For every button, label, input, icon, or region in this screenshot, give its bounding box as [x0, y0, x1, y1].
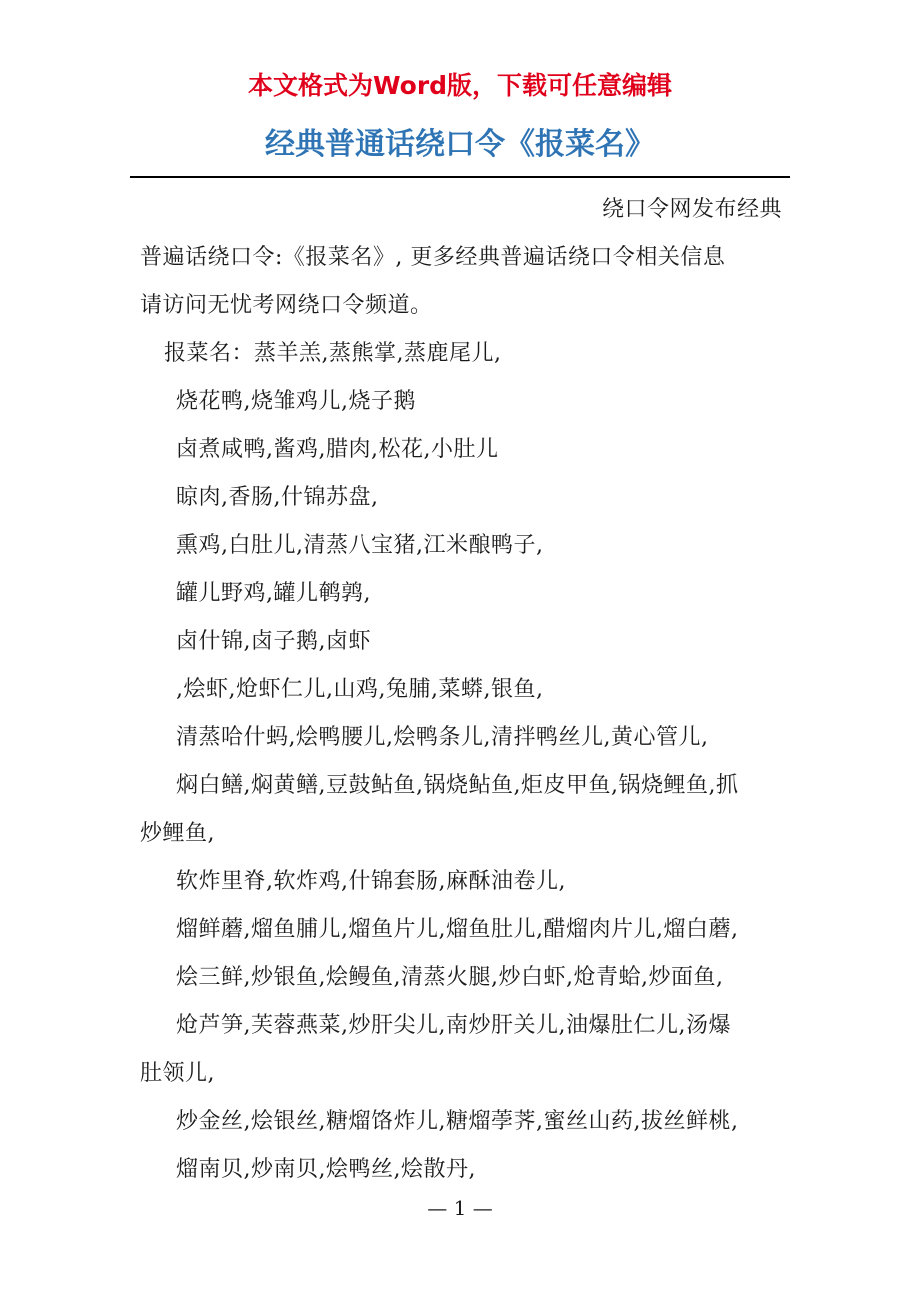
menu-line: 炒金丝,烩银丝,糖熘饹炸儿,糖熘荸荠,蜜丝山药,拔丝鲜桃, — [176, 1109, 739, 1134]
menu-line: 卤什锦,卤子鹅,卤虾 — [176, 629, 371, 654]
document-title: 经典普通话绕口令《报菜名》 — [265, 127, 655, 162]
menu-line: 焖白鳝,焖黄鳝,豆鼓鲇鱼,锅烧鲇鱼,炬皮甲鱼,锅烧鲤鱼,抓 — [176, 773, 739, 798]
menu-line: 熘南贝,炒南贝,烩鸭丝,烩散丹, — [176, 1157, 476, 1182]
menu-line: 晾肉,香肠,什锦苏盘, — [176, 485, 379, 510]
editable-notice-banner: 本文格式为Word版，下载可任意编辑 — [247, 71, 673, 100]
menu-line: 清蒸哈什蚂,烩鸭腰儿,烩鸭条儿,清拌鸭丝儿,黄心管儿, — [176, 725, 709, 750]
menu-line: 肚领儿, — [140, 1061, 215, 1086]
document-body — [140, 186, 782, 1194]
menu-line: ,烩虾,炝虾仁儿,山鸡,兔脯,菜蟒,银鱼, — [176, 677, 544, 702]
menu-line: 软炸里脊,软炸鸡,什锦套肠,麻酥油卷儿, — [176, 869, 566, 894]
title-divider — [130, 176, 790, 178]
intro-line: 普遍话绕口令:《报菜名》, 更多经典普遍话绕口令相关信息 — [140, 245, 726, 270]
menu-line: 卤煮咸鸭,酱鸡,腊肉,松花,小肚儿 — [176, 437, 499, 462]
menu-line: 炒鲤鱼, — [140, 821, 215, 846]
menu-line: 烩三鲜,炒银鱼,烩鳗鱼,清蒸火腿,炒白虾,炝青蛤,炒面鱼, — [176, 965, 724, 990]
menu-line: 烧花鸭,烧雏鸡儿,烧子鹅 — [176, 389, 416, 414]
menu-line: 罐儿野鸡,罐儿鹌鹑, — [176, 581, 371, 606]
menu-line: 报菜名：蒸羊羔,蒸熊掌,蒸鹿尾儿, — [164, 341, 502, 366]
menu-line: 炝芦笋,芙蓉燕菜,炒肝尖儿,南炒肝关儿,油爆肚仁儿,汤爆 — [176, 1013, 731, 1038]
menu-line: 熏鸡,白肚儿,清蒸八宝猪,江米酿鸭子, — [176, 533, 544, 558]
intro-line: 请访问无忧考网绕口令频道。 — [140, 293, 433, 318]
menu-line: 熘鲜蘑,熘鱼脯儿,熘鱼片儿,熘鱼肚儿,醋熘肉片儿,熘白蘑, — [176, 917, 739, 942]
intro-line: 绕口令网发布经典 — [601, 197, 782, 222]
page-number: — 1 — — [427, 1196, 493, 1220]
